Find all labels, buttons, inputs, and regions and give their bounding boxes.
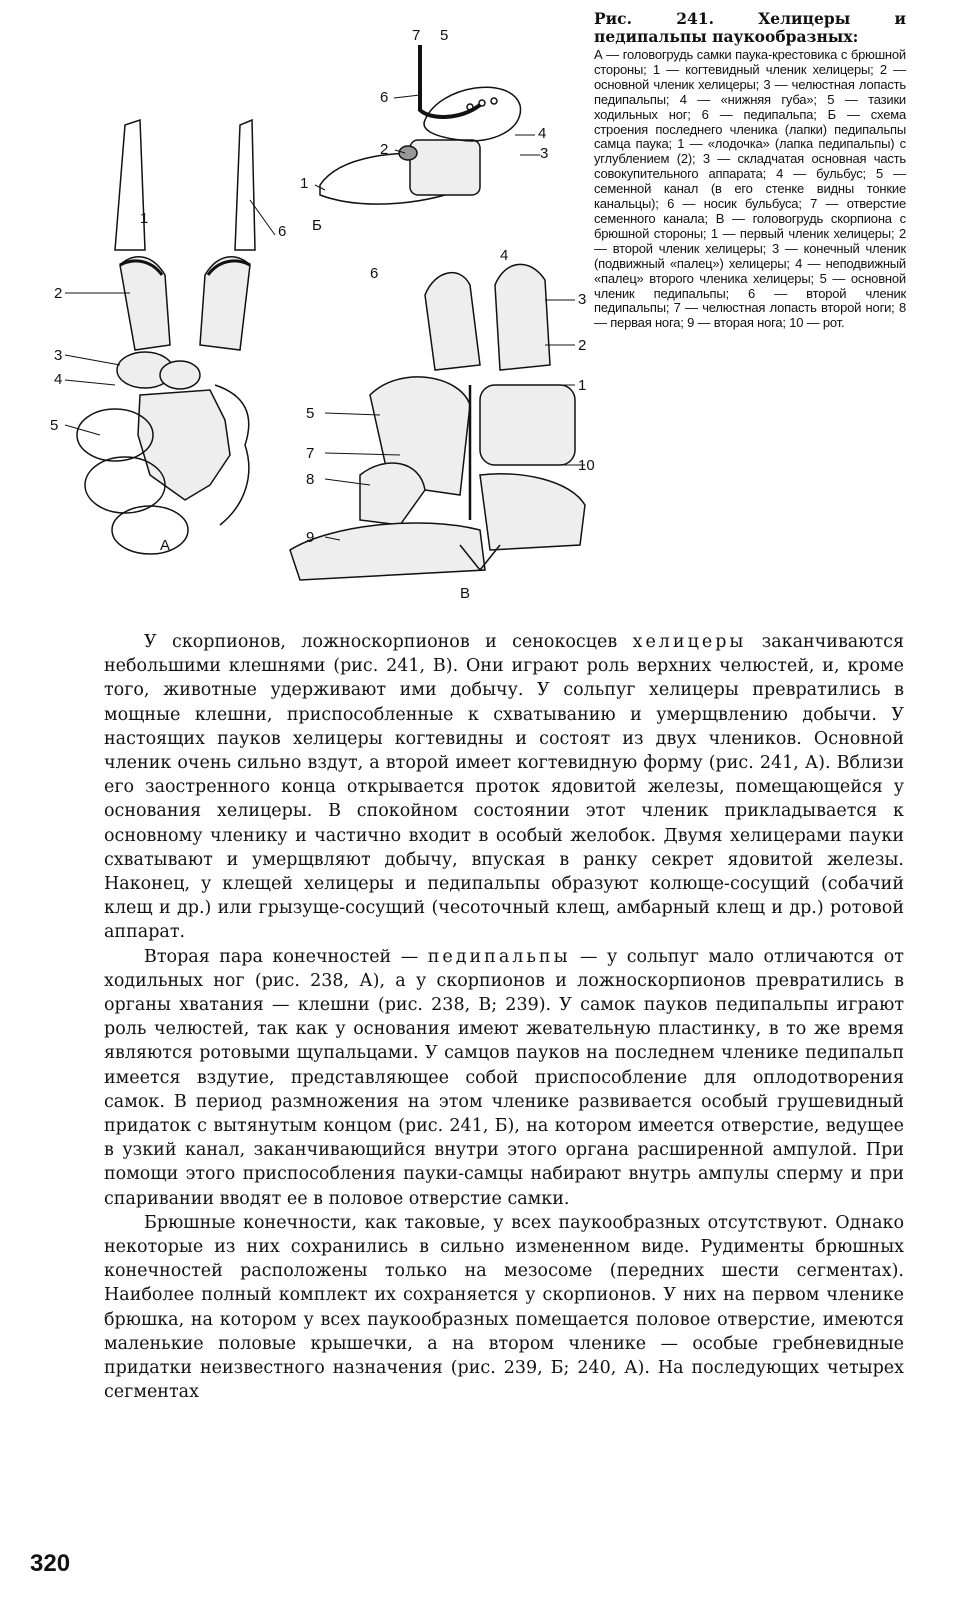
- callout-v-6: 6: [370, 265, 379, 282]
- paragraph-chelicerae: У скорпионов, ложноскорпионов и сенокосцев хелицеры заканчиваются небольшими клешнями (рис. 241, В). Они играют роль верхних челюстей, и, кроме того, животные удерживают ими добычу. У сольпуг хелицеры превратились в мощные клешни, приспособленные к схватыванию и умерщвлению добычи. У настоящих пауков хелицеры когтевидны и состоят из двух члеников. Основной членик очень сильно вздут, а второй имеет когтевидную форму (рис. 241, А). Вблизи его заостренного конца открывается проток ядовитой железы, помещающейся у основания хелицеры. В спокойном состоянии этот членик прикладывается к основному членику и частично входит в особый желобок. Двумя хелицерами пауки схватывают и умерщвляют добычу, впуская в ранку секрет ядовитой железы. Наконец, у клещей хелицеры и педипальпы образуют колюще-сосущий (собачий клещ и др.) или грызуще-сосущий (чесоточный клещ, амбарный клещ и др.) ротовой аппарат.: [104, 632, 904, 943]
- term-pedipalps: педипальпы: [427, 946, 571, 967]
- panel-v-label: В: [460, 585, 471, 602]
- callout-b-4: 4: [538, 125, 547, 142]
- callout-v-8: 8: [306, 471, 315, 488]
- panel-b-drawing: [320, 45, 520, 204]
- page-number: 320: [30, 1550, 71, 1577]
- callout-a-6: 6: [278, 223, 287, 240]
- callout-v-1: 1: [578, 377, 587, 394]
- caption-title: Рис. 241. Хелицеры и педипальпы паукообразных:: [594, 9, 906, 46]
- callout-a-3: 3: [54, 347, 63, 364]
- panel-a-drawing: [77, 120, 255, 554]
- callout-v-10: 10: [578, 457, 595, 474]
- callout-v-4: 4: [500, 247, 509, 264]
- callout-v-2: 2: [578, 337, 587, 354]
- callout-a-1: 1: [140, 210, 149, 227]
- callout-b-7: 7: [412, 27, 421, 44]
- callout-b-3: 3: [540, 145, 549, 162]
- paragraph-abdominal-limbs: Брюшные конечности, как таковые, у всех паукообразных отсутствуют. Однако некоторые из них сохранились в сильно измененном виде. Рудименты брюшных конечностей расположены только на мезосоме (передних шести сегментах). Наиболее полный комплект их сохраняется у скорпионов. У них на первом членике брюшка, на котором у всех паукообразных помещается половое отверстие, имеются маленькие половые крышечки, а на втором членике — особые гребневидные придатки неизвестного назначения (рис. 239, Б; 240, А). На последующих четырех сегментах: [104, 1212, 904, 1403]
- callout-b-1: 1: [300, 175, 309, 192]
- callout-b-6: 6: [380, 89, 389, 106]
- callout-b-2: 2: [380, 141, 389, 158]
- figure-caption: [594, 10, 906, 331]
- callout-a-2: 2: [54, 285, 63, 302]
- callout-v-5: 5: [306, 405, 315, 422]
- panel-b-label: Б: [312, 217, 322, 234]
- figure-drawing: [40, 25, 600, 615]
- callout-b-5: 5: [440, 27, 449, 44]
- callout-v-3: 3: [578, 291, 587, 308]
- panel-v-drawing: [290, 264, 585, 580]
- paragraph-pedipalps: Вторая пара конечностей — педипальпы — у сольпуг мало отличаются от ходильных ног (рис. 238, А), а у скорпионов и ложноскорпионов превратились в органы хватания — клешни (рис. 238, В; 239). У самок пауков педипальпы играют роль челюстей, так как у основания имеют жевательную пластинку, в то же время являются ротовыми щупальцами. У самцов пауков на последнем членике педипальп имеется вздутие, представляющее собой приспособление для оплодотворения самок. В период размножения на этом членике развивается особый грушевидный придаток с вытянутым концом (рис. 241, Б), на котором имеется отверстие, ведущее в узкий канал, заканчивающийся внутри этого органа расширенной ампулой. При помощи этого приспособления пауки-самцы набирают внутрь ампулы сперму и при спаривании вводят ее в половое отверстие самки.: [104, 946, 904, 1209]
- term-chelicerae: хелицеры: [632, 632, 747, 652]
- body-text: [104, 630, 904, 1405]
- callout-a-4: 4: [54, 371, 63, 388]
- panel-a-label: А: [160, 537, 171, 554]
- callout-a-5: 5: [50, 417, 59, 434]
- callout-v-9: 9: [306, 529, 315, 546]
- caption-body: А — головогрудь самки паука-крестовика с брюшной стороны; 1 — когтевидный членик хелицеры; 2 — основной членик хелицеры; 3 — челюстная лопасть педипальпы; 4 — «нижняя губа»; 5 — тазики ходильных ног; 6 — педипальпа; Б — схема строения последнего членика (лапки) педипальпы самца паука; 1 — «лодочка» (лапка педипальпы) с углублением (2); 3 — складчатая основная часть совокупительного аппарата; 4 — бульбус; 5 — семенной канал (в его стенке видны тонкие канальцы); 6 — носик бульбуса; 7 — отверстие семенного канала; В — головогрудь скорпиона с брюшной стороны; 1 — первый членик хелицеры; 2 — второй членик хелицеры; 3 — конечный членик (подвижный «палец») хелицеры; 4 — неподвижный «палец» второго членика хелицеры; 5 — основной членик педипальпы; 6 — второй членик педипальпы; 7 — челюстная лопасть второй ноги; 8 — первая нога; 9 — вторая нога; 10 — рот.: [594, 47, 906, 331]
- callout-v-7: 7: [306, 445, 315, 462]
